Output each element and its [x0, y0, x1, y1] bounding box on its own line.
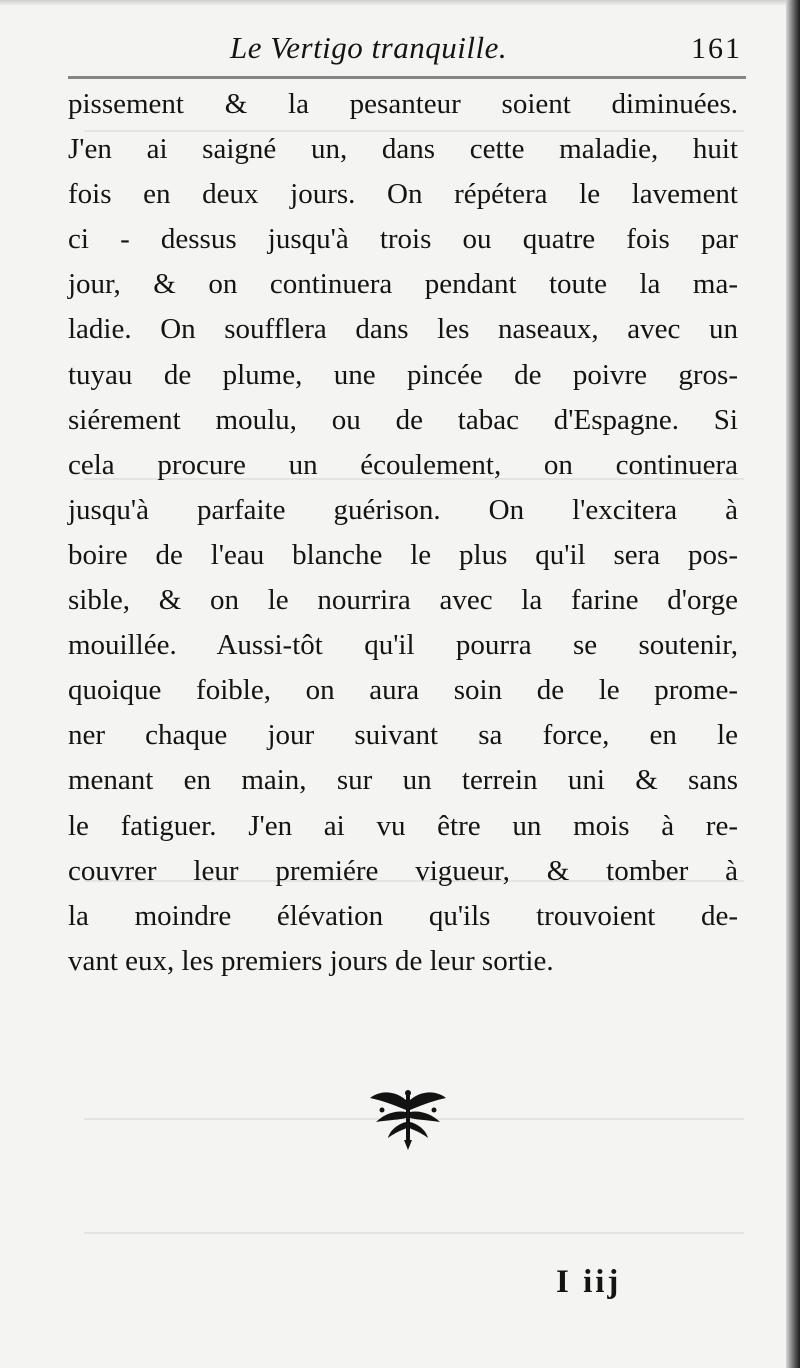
- text-line: jour, & on continuera pendant toute la ma-: [68, 268, 738, 301]
- running-title: Le Vertigo tranquille.: [230, 30, 508, 65]
- page-top-edge: [0, 0, 800, 6]
- header-rule: [68, 76, 746, 79]
- running-header: [70, 30, 742, 70]
- floral-fleuron-icon: [366, 1088, 450, 1150]
- bleed-through-line: [84, 1232, 744, 1234]
- text-line: ladie. On soufflera dans les naseaux, avec un: [68, 313, 738, 346]
- text-line: la moindre élévation qu'ils trouvoient de-: [68, 899, 738, 932]
- text-line: couvrer leur premiére vigueur, & tomber à: [68, 854, 738, 887]
- page-number: 161: [691, 32, 742, 65]
- text-line: quoique foible, on aura soin de le prome-: [68, 674, 738, 707]
- text-line: fois en deux jours. On répétera le lavement: [68, 178, 738, 211]
- text-line: pissement & la pesanteur soient diminuées.: [68, 88, 738, 120]
- text-line: siérement moulu, ou de tabac d'Espagne. Si: [68, 403, 738, 436]
- text-line: jusqu'à parfaite guérison. On l'excitera à: [68, 493, 738, 526]
- page-right-edge: [786, 0, 800, 1368]
- text-line: cela procure un écoulement, on continuera: [68, 448, 738, 481]
- text-line: le fatiguer. J'en ai vu être un mois à re-: [68, 809, 738, 842]
- text-line: mouillée. Aussi-tôt qu'il pourra se soutenir,: [68, 629, 738, 662]
- text-line: sible, & on le nourrira avec la farine d'orge: [68, 584, 738, 617]
- signature-mark: I iij: [556, 1264, 622, 1300]
- text-line: tuyau de plume, une pincée de poivre gros-: [68, 358, 738, 391]
- text-line: menant en main, sur un terrein uni & sans: [68, 764, 738, 797]
- text-line: ner chaque jour suivant sa force, en le: [68, 719, 738, 752]
- body-text: [68, 82, 738, 984]
- text-line-last: vant eux, les premiers jours de leur sortie.: [68, 944, 554, 977]
- text-line: J'en ai saigné un, dans cette maladie, huit: [68, 133, 738, 166]
- text-line: ci - dessus jusqu'à trois ou quatre fois par: [68, 223, 738, 256]
- text-line: boire de l'eau blanche le plus qu'il sera pos-: [68, 538, 738, 571]
